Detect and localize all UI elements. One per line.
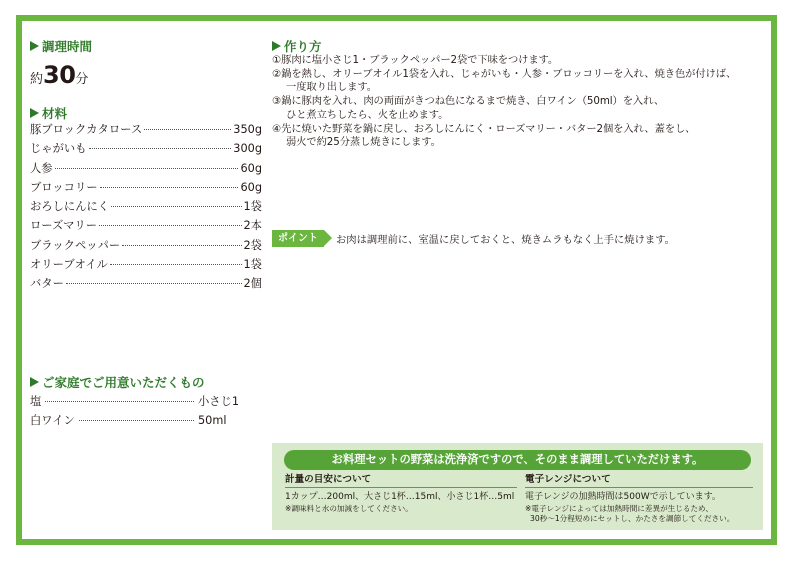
ingredient-row [30, 160, 262, 179]
cooking-time-number: 30 [43, 61, 76, 89]
measure-info [285, 473, 517, 514]
dot-leader [45, 401, 194, 402]
home-items-heading-label: ご家庭でご用意いただくもの [42, 375, 205, 390]
ingredient-row [30, 217, 262, 236]
ingredient-name: じゃがいも [30, 142, 87, 156]
ingredient-name: バター [30, 277, 64, 291]
info-box [272, 443, 763, 530]
info-banner: お料理セットの野菜は洗浄済ですので、そのまま調理していただけます。 [284, 450, 751, 470]
ingredients-heading-label: 材料 [42, 106, 68, 121]
home-item-name: 白ワイン [30, 414, 75, 427]
home-item-row [30, 393, 244, 412]
ingredient-name: ローズマリー [30, 219, 97, 233]
dot-leader [122, 245, 241, 246]
point-tip [272, 230, 675, 247]
dot-leader [66, 283, 242, 284]
cooking-time-prefix: 約 [30, 72, 44, 87]
microwave-note: 30秒～1分程短めにセットし、かたさを調節してください。 [530, 514, 735, 523]
ingredient-row [30, 256, 262, 275]
home-items-heading [30, 373, 205, 391]
point-text: お肉は調理前に、室温に戻しておくと、焼きムラもなく上手に焼けます。 [336, 234, 675, 246]
step-line: ひと煮立ちしたら、火を止めます。 [286, 108, 449, 121]
ingredient-qty: 2袋 [243, 238, 262, 252]
ingredient-qty: 300g [233, 142, 262, 156]
ingredients-heading [30, 104, 67, 122]
point-badge: ポイント [272, 230, 324, 247]
ingredient-qty: 60g [240, 180, 262, 194]
dot-leader [144, 129, 231, 130]
ingredient-qty: 2本 [243, 219, 262, 233]
microwave-title: 電子レンジについて [525, 474, 611, 485]
microwave-info [525, 473, 753, 525]
step-line: 一度取り出します。 [286, 81, 377, 94]
dot-leader [110, 264, 242, 265]
cooking-time-suffix: 分 [75, 72, 89, 87]
ingredient-row [30, 237, 262, 256]
triangle-bullet-icon [30, 41, 39, 51]
dot-leader [79, 420, 194, 421]
ingredient-name: 人参 [30, 161, 53, 175]
ingredient-qty: 2個 [243, 277, 262, 291]
ingredient-row [30, 275, 262, 294]
ingredient-qty: 1袋 [243, 258, 262, 272]
measure-title: 計量の目安について [285, 474, 372, 485]
microwave-body: 電子レンジの加熱時間は500Wで示しています。 [525, 492, 721, 502]
ingredient-name: 豚ブロックカタロース [30, 123, 143, 136]
dot-leader [55, 168, 239, 169]
step-line: ③鍋に豚肉を入れ、肉の両面がきつね色になるまで焼き、白ワイン（50ml）を入れ、 [272, 95, 665, 108]
microwave-note: ※電子レンジによっては加熱時間に差異が生じるため、 [525, 503, 713, 513]
ingredient-row [30, 140, 262, 159]
triangle-bullet-icon [30, 377, 39, 387]
home-items-list [30, 393, 244, 431]
cooking-time-value [30, 61, 88, 89]
home-item-qty: 小さじ1 [198, 395, 240, 408]
ingredient-name: オリーブオイル [30, 258, 108, 272]
ingredients-list [30, 121, 262, 295]
ingredient-name: ブラックペッパー [30, 238, 121, 252]
steps-heading-label: 作り方 [284, 39, 322, 54]
home-item-row [30, 412, 244, 431]
steps-heading [272, 37, 322, 55]
step-line: ④先に焼いた野菜を鍋に戻し、おろしにんにく・ローズマリー・バター2個を入れ、蓋をし、 [272, 122, 696, 135]
measure-body: 1カップ…200ml、大さじ1杯…15ml、小さじ1杯…5ml [285, 492, 515, 502]
dot-leader [89, 148, 232, 149]
dot-leader [100, 187, 239, 188]
measure-note: ※調味料と水の加減をしてください。 [285, 503, 413, 513]
ingredient-name: おろしにんにく [30, 200, 110, 214]
triangle-bullet-icon [272, 41, 281, 51]
cooking-time-heading [30, 37, 92, 55]
step-line: 弱火で約25分蒸し焼きにします。 [286, 136, 441, 149]
dot-leader [111, 206, 241, 207]
microwave-rule [525, 487, 753, 488]
steps-list [272, 54, 772, 150]
ingredient-qty: 350g [233, 123, 262, 136]
ingredient-qty: 60g [240, 161, 262, 175]
cooking-time-heading-label: 調理時間 [42, 39, 93, 54]
step-line: ①豚肉に塩小さじ1・ブラックペッパー2袋で下味をつけます。 [272, 54, 559, 66]
step-line: ②鍋を熱し、オリーブオイル1袋を入れ、じゃがいも・人参・ブロッコリーを入れ、焼き色が付けば、 [272, 67, 737, 80]
ingredient-row [30, 121, 262, 140]
home-item-qty: 50ml [198, 414, 227, 427]
home-item-name: 塩 [30, 395, 42, 408]
dot-leader [99, 225, 242, 226]
ingredient-qty: 1袋 [243, 200, 262, 214]
triangle-bullet-icon [30, 108, 39, 118]
ingredient-name: ブロッコリー [30, 180, 98, 194]
ingredient-row [30, 179, 262, 198]
measure-rule [285, 487, 517, 488]
ingredient-row [30, 198, 262, 217]
